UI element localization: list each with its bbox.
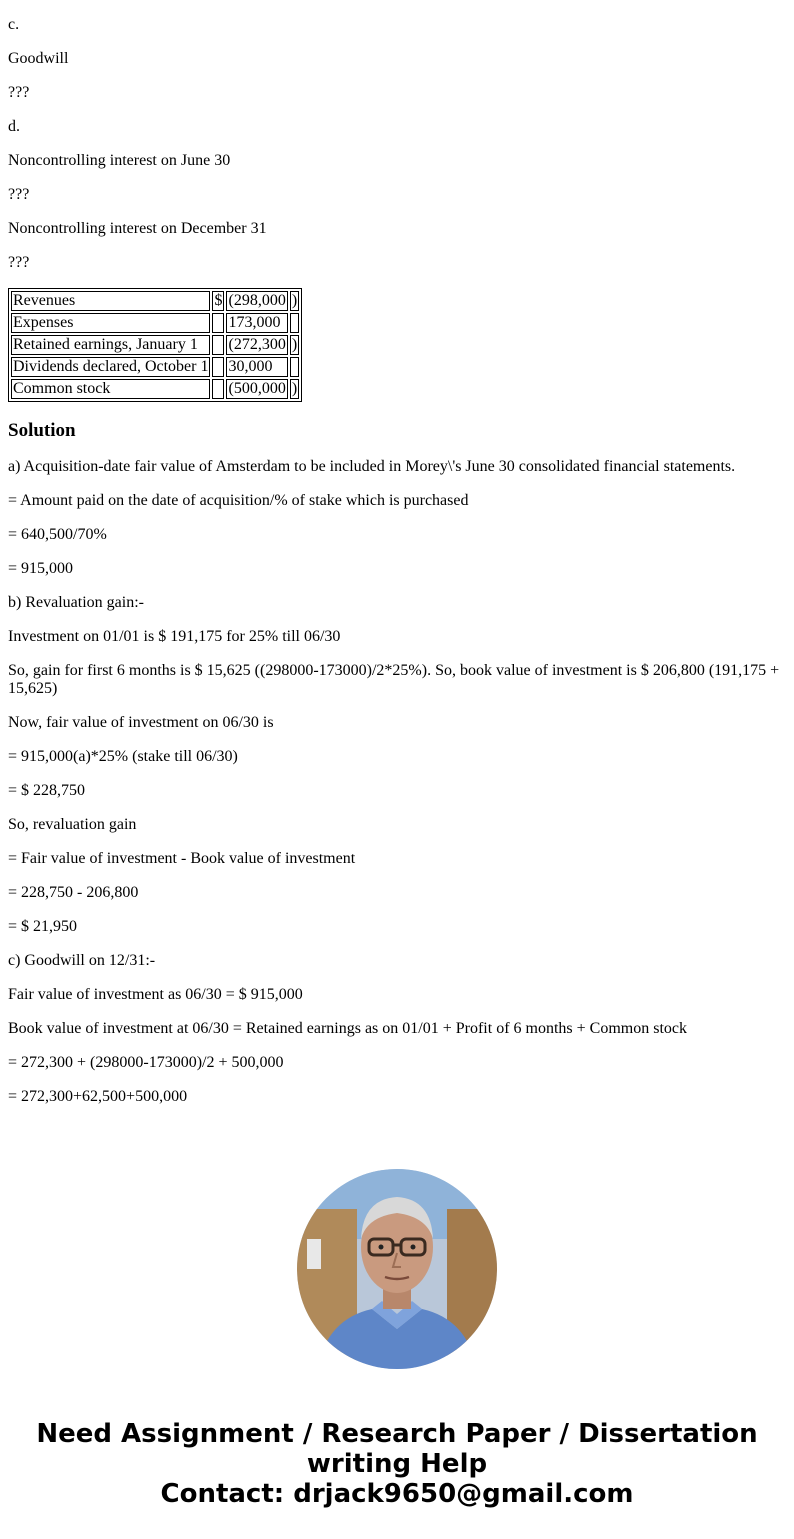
help-banner [0,1419,794,1509]
row-amount: (298,000 [228,292,286,309]
row-currency: $ [214,292,223,309]
row-label: Dividends declared, October 1 [13,358,209,375]
solution-line: = $ 228,750 [8,782,86,799]
row-currency [212,313,224,333]
solution-line: c) Goodwill on 12/31:- [8,952,156,969]
solution-line: Investment on 01/01 is $ 191,175 for 25% till 06/30 [8,628,341,645]
page-content [0,16,794,1106]
row-currency [212,335,224,355]
person-photo-icon [297,1169,497,1369]
solution-line: = $ 21,950 [8,918,78,935]
nci-june-label: Noncontrolling interest on June 30 [8,152,231,169]
financial-table [8,288,302,402]
author-avatar [297,1169,497,1369]
nci-december-value: ??? [8,254,30,271]
row-amount: 173,000 [226,313,287,333]
row-close [290,313,299,333]
table-row [11,335,299,355]
solution-line: So, gain for first 6 months is $ 15,625 ((298000-173000)/2*25%). So, book value of investment is $ 206,800 (191,175 + 15,625) [8,662,780,697]
nci-december-label: Noncontrolling interest on December 31 [8,220,267,237]
table-row [11,313,299,333]
banner-line-2: writing Help [306,1449,488,1479]
row-amount: 30,000 [226,357,287,377]
solution-line: = 640,500/70% [8,526,107,543]
solution-line: = 915,000 [8,560,74,577]
banner-line-1: Need Assignment / Research Paper / Dissertation [36,1419,758,1449]
row-label: Common stock [11,379,210,399]
row-close: ) [291,292,298,309]
solution-line: a) Acquisition-date fair value of Amsterdam to be included in Morey\'s June 30 consolidated financial statements. [8,458,736,475]
row-amount: (500,000 [228,380,286,397]
solution-line: = Fair value of investment - Book value of investment [8,850,356,867]
row-label: Retained earnings, January 1 [11,335,210,355]
solution-line: = 915,000(a)*25% (stake till 06/30) [8,748,238,765]
question-c-label: c. [8,16,20,33]
goodwill-value: ??? [8,84,30,101]
solution-body [8,458,786,1106]
solution-line: Book value of investment at 06/30 = Retained earnings as on 01/01 + Profit of 6 months + Common stock [8,1020,687,1037]
row-currency [212,357,224,377]
nci-june-value: ??? [8,186,30,203]
table-row [11,291,299,311]
solution-heading: Solution [8,420,76,441]
solution-line: = Amount paid on the date of acquisition/% of stake which is purchased [8,492,469,509]
goodwill-label: Goodwill [8,50,69,67]
row-label: Expenses [11,313,210,333]
solution-line: Fair value of investment as 06/30 = $ 915,000 [8,986,303,1003]
row-currency [212,379,224,399]
solution-line: b) Revaluation gain:- [8,594,144,611]
row-close [290,357,299,377]
contact-email[interactable]: Contact: drjack9650@gmail.com [160,1479,634,1509]
row-close: ) [291,336,298,353]
solution-line: Now, fair value of investment on 06/30 is [8,714,274,731]
table-row [11,379,299,399]
row-close: ) [291,380,298,397]
table-row [11,357,299,377]
row-label: Revenues [11,291,210,311]
solution-line: So, revaluation gain [8,816,137,833]
question-d-label: d. [8,118,20,135]
row-amount: (272,300 [228,336,286,353]
solution-line: = 228,750 - 206,800 [8,884,139,901]
solution-line: = 272,300 + (298000-173000)/2 + 500,000 [8,1054,284,1071]
solution-line: = 272,300+62,500+500,000 [8,1088,188,1105]
